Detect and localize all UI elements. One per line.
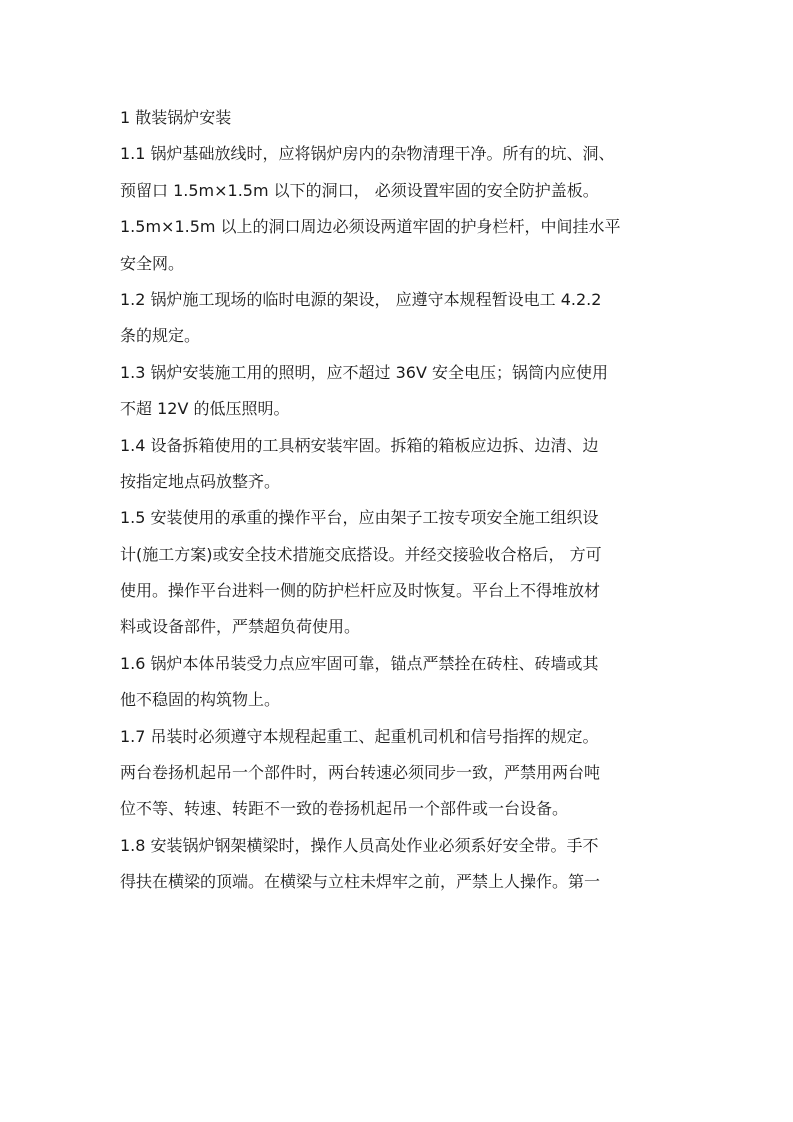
section-heading: 1 散装锅炉安装 (120, 108, 232, 127)
text-line: 1.3 锅炉安装施工用的照明，应不超过 36V 安全电压；锅筒内应使用 (120, 362, 609, 382)
text-line: 位不等、转速、转距不一致的卷扬机起吊一个部件或一台设备。 (120, 799, 569, 819)
document-body (120, 100, 680, 901)
text-line: 安全网。 (120, 253, 185, 273)
text-line: 他不稳固的构筑物上。 (120, 690, 281, 710)
text-line: 计(施工方案)或安全技术措施交底搭设。并经交接验收合格后， 方可 (120, 544, 602, 564)
text-line: 预留口 1.5m×1.5m 以下的洞口， 必须设置牢固的安全防护盖板。 (120, 180, 599, 200)
text-line: 按指定地点码放整齐。 (120, 471, 281, 491)
text-line: 1.5 安装使用的承重的操作平台，应由架子工按专项安全施工组织设 (120, 508, 599, 528)
text-line: 1.2 锅炉施工现场的临时电源的架设， 应遵守本规程暂设电工 4.2.2 (120, 289, 602, 309)
text-line: 1.4 设备拆箱使用的工具柄安装牢固。拆箱的箱板应边拆、边清、边 (120, 435, 599, 455)
text-line: 1.7 吊装时必须遵守本规程起重工、起重机司机和信号指挥的规定。 (120, 726, 599, 746)
text-line: 1.5m×1.5m 以上的洞口周边必须设两道牢固的护身栏杆，中间挂水平 (120, 217, 621, 237)
text-line: 不超 12V 的低压照明。 (120, 399, 290, 419)
text-line: 使用。操作平台进料一侧的防护栏杆应及时恢复。平台上不得堆放材 (120, 581, 601, 601)
text-line: 1.6 锅炉本体吊装受力点应牢固可靠，锚点严禁拴在砖柱、砖墙或其 (120, 653, 599, 673)
text-line: 两台卷扬机起吊一个部件时，两台转速必须同步一致，严禁用两台吨 (120, 763, 601, 783)
text-line: 得扶在横梁的顶端。在横梁与立柱未焊牢之前，严禁上人操作。第一 (120, 872, 601, 892)
text-line: 料或设备部件，严禁超负荷使用。 (120, 617, 361, 637)
text-line: 1.8 安装锅炉钢架横梁时，操作人员高处作业必须系好安全带。手不 (120, 835, 599, 855)
text-line: 1.1 锅炉基础放线时，应将锅炉房内的杂物清理干净。所有的坑、洞、 (120, 144, 615, 164)
text-line: 条的规定。 (120, 326, 201, 346)
